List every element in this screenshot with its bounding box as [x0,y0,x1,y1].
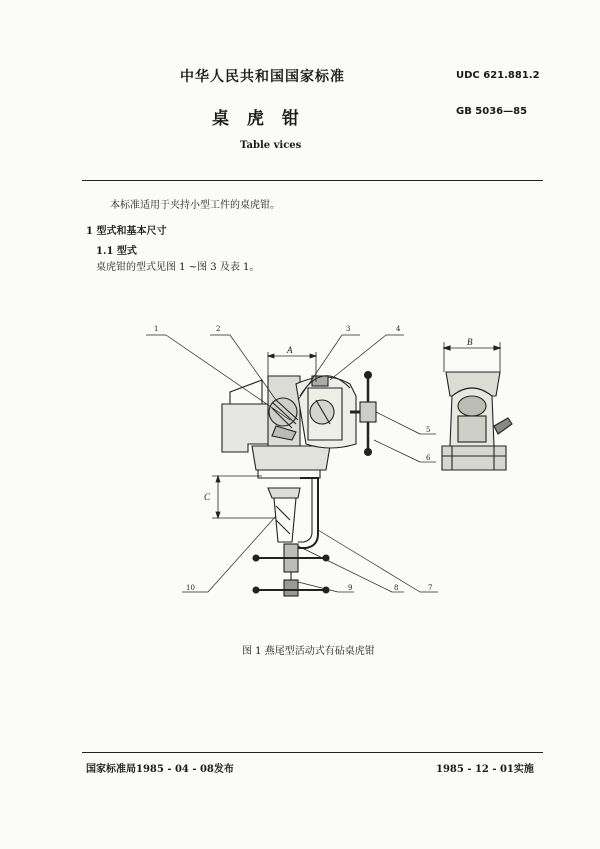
vice-jaw [296,376,356,448]
issue-date: 国家标准局1985 - 04 - 08发布 [86,764,234,775]
english-title: Table vices [240,140,302,151]
section-1-1-heading: 1.1 型式 [96,246,137,257]
part-label-8: 8 [394,584,399,592]
part-label-7: 7 [428,584,433,592]
udc-code: UDC 621.881.2 [456,70,540,81]
issuer-title: 中华人民共和国国家标准 [180,69,345,85]
section-1-1-text: 桌虎钳的型式见图 1 ~图 3 及表 1。 [96,262,260,273]
document-title: 桌 虎 钳 [212,109,305,129]
part-label-4: 4 [396,325,401,333]
intro-paragraph: 本标准适用于夹持小型工件的桌虎钳。 [110,200,280,211]
part-label-9: 9 [348,584,353,592]
part-label-6: 6 [426,454,431,462]
part-label-1: 1 [154,325,159,333]
dimension-label-c: C [204,492,211,502]
part-label-5: 5 [426,426,431,434]
part-label-10: 10 [186,584,195,592]
footer-rule [82,752,543,753]
dimension-label-b: B [467,337,473,347]
figure-caption: 图 1 燕尾型活动式有砧桌虎钳 [242,646,375,657]
clamp [253,478,329,596]
side-view [442,342,512,470]
dimension-label-a: A [287,345,293,355]
part-label-2: 2 [216,325,221,333]
standard-number: GB 5036—85 [456,106,528,117]
dimension-c [212,476,276,518]
effective-date: 1985 - 12 - 01实施 [436,764,534,775]
part-label-3: 3 [346,325,351,333]
section-1-heading: 1 型式和基本尺寸 [86,226,167,237]
